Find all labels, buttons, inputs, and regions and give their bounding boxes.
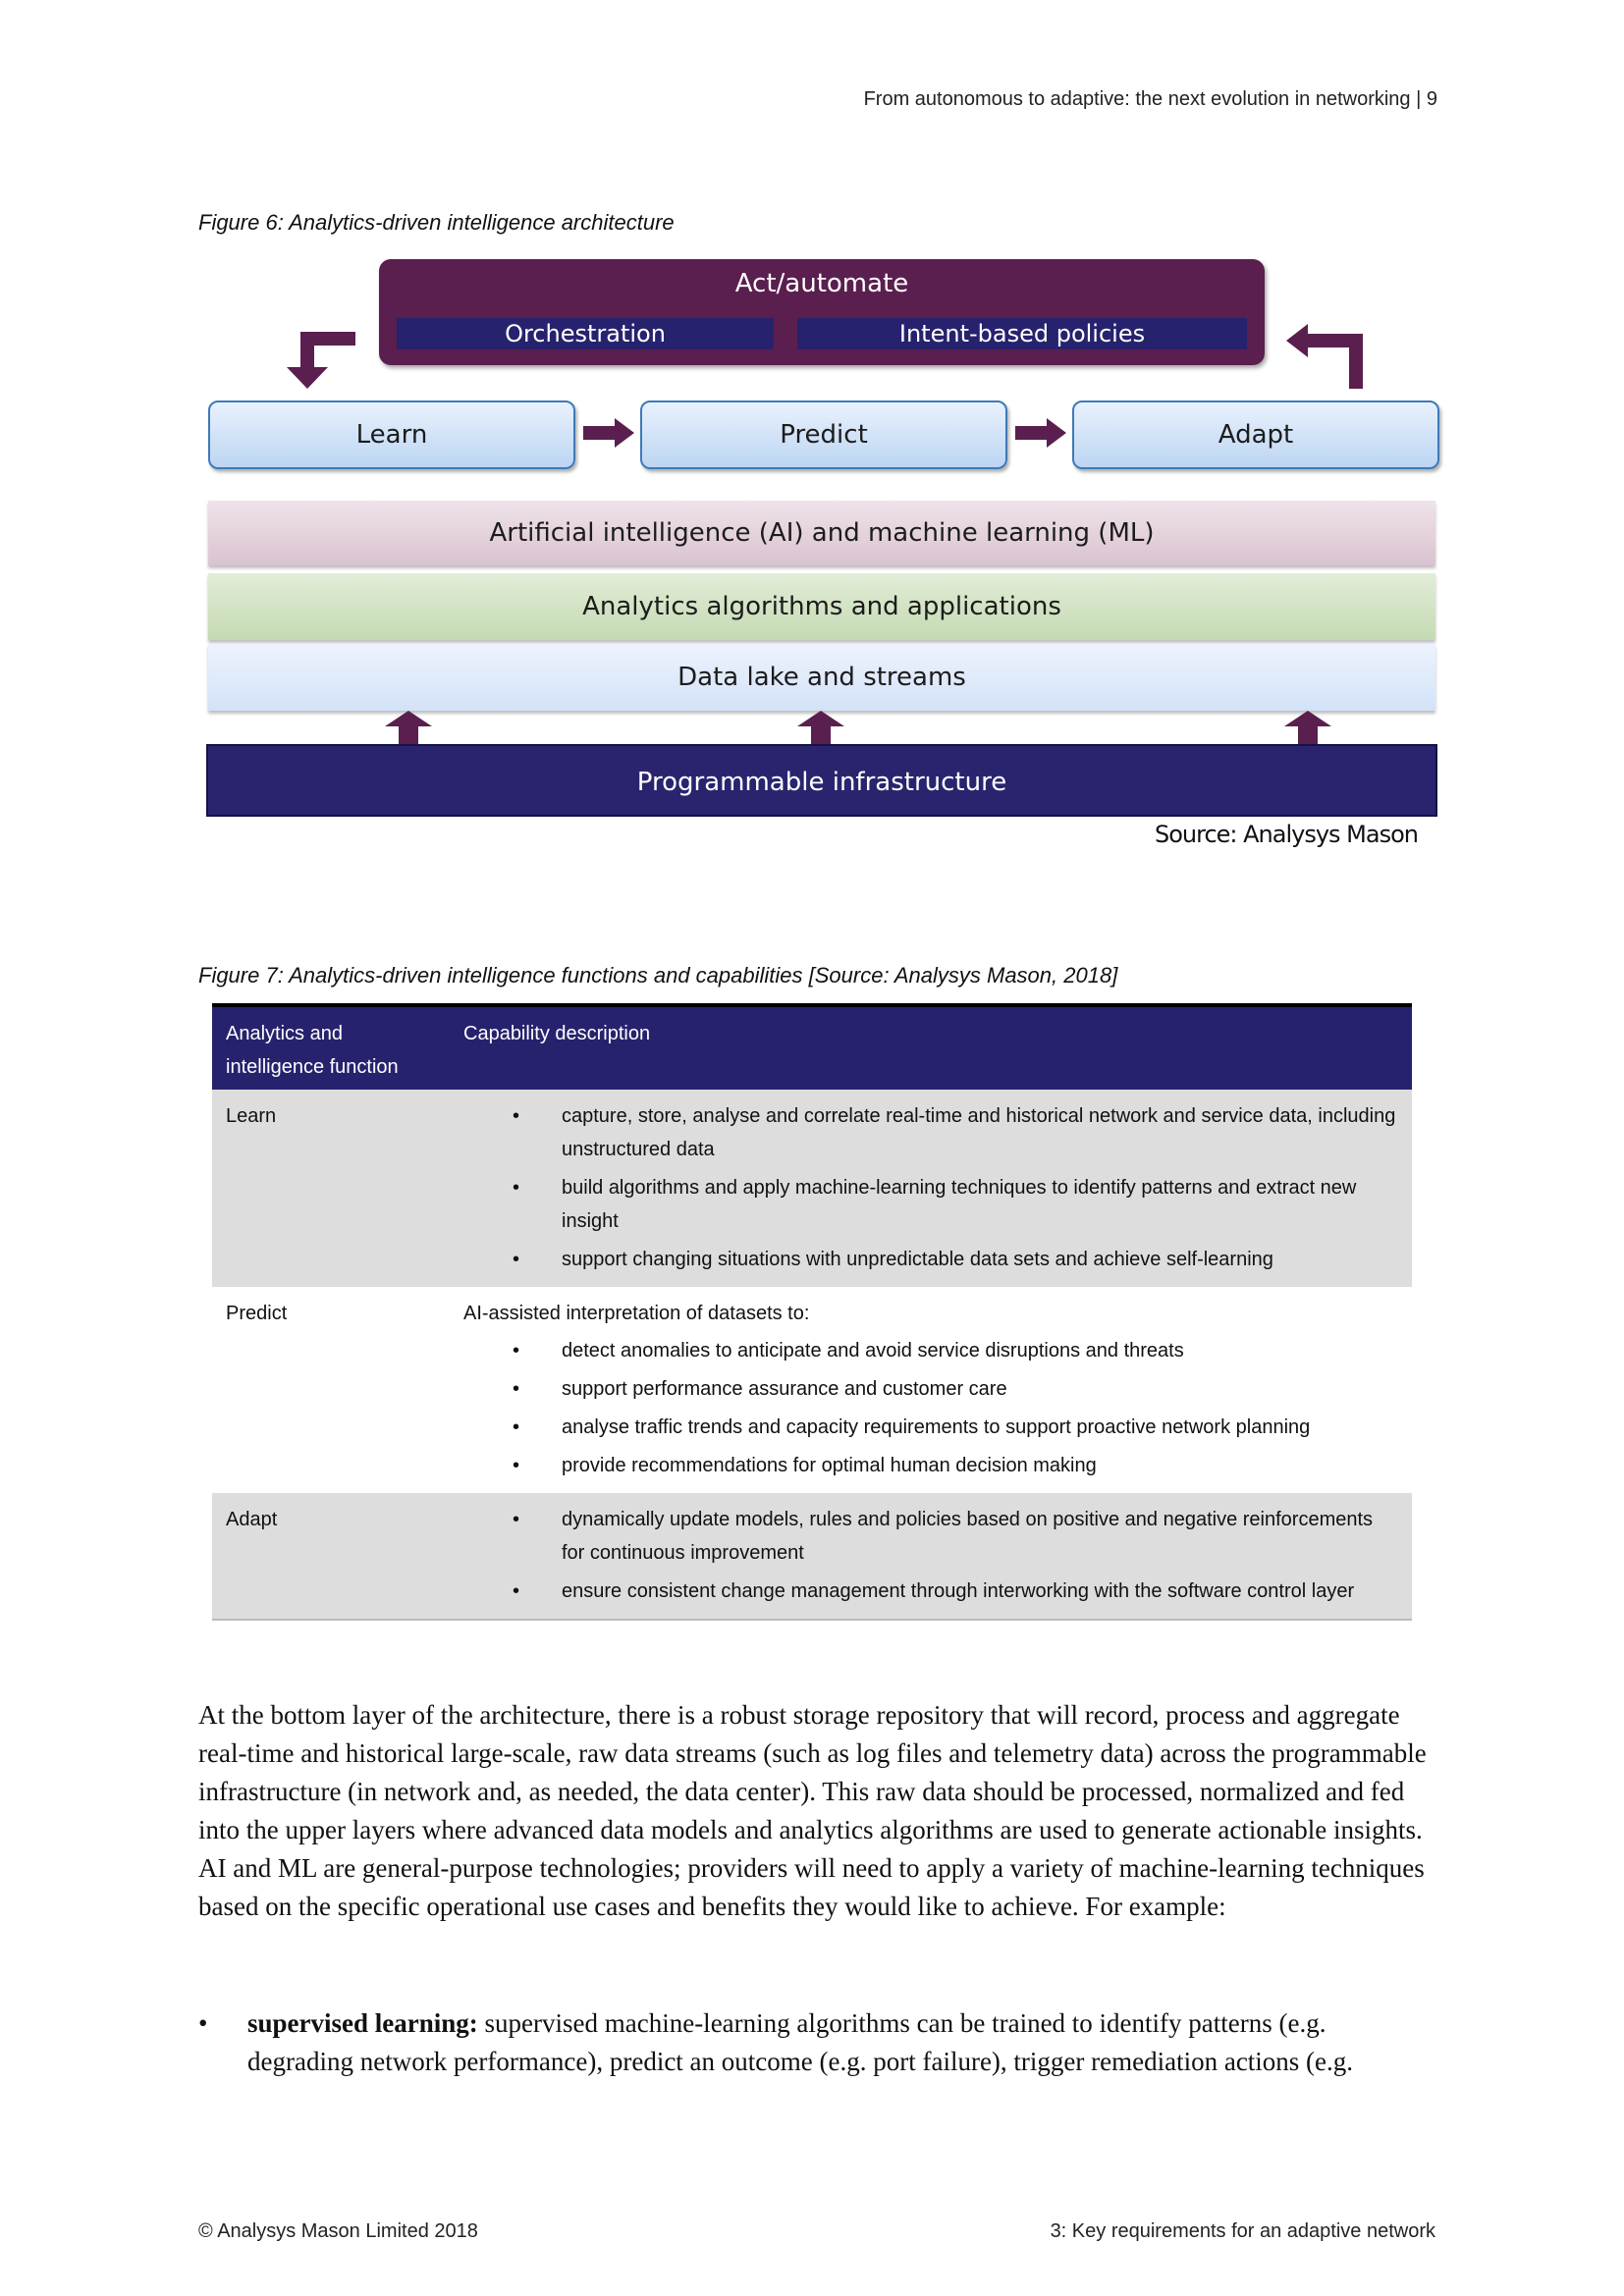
supervised-learning-bullet: [198, 2004, 1437, 2081]
list-item: • capture, store, analyse and correlate real-time and historical network and service data, including unstructured data: [463, 1099, 1398, 1166]
capability-cell: [450, 1493, 1412, 1620]
capability-cell: [450, 1090, 1412, 1287]
function-cell: Learn: [212, 1090, 450, 1287]
list-item: • analyse traffic trends and capacity requirements to support proactive network planning: [463, 1411, 1398, 1444]
table-header-row: [212, 1005, 1412, 1090]
header-capability: Capability description: [450, 1005, 1412, 1090]
ai-ml-layer: Artificial intelligence (AI) and machine learning (ML): [208, 501, 1435, 565]
capabilities-table: [212, 1003, 1412, 1621]
body-text: [198, 1696, 1437, 1926]
list-item: • support performance assurance and customer care: [463, 1372, 1398, 1406]
bullet-list: [463, 1334, 1398, 1482]
figure-6-caption: Figure 6: Analytics-driven intelligence architecture: [198, 210, 675, 235]
footer-copyright: © Analysys Mason Limited 2018: [198, 2220, 478, 2242]
capability-intro: AI-assisted interpretation of datasets to:: [463, 1303, 810, 1324]
function-cell: Predict: [226, 1303, 288, 1324]
bullet-icon: •: [198, 2008, 208, 2038]
adapt-box: Adapt: [1072, 400, 1439, 469]
up-arrow-left-icon: [381, 709, 436, 744]
arrow-learn-to-predict-icon: [581, 416, 636, 450]
list-item: • detect anomalies to anticipate and avoid service disruptions and threats: [463, 1334, 1398, 1367]
body-paragraph: At the bottom layer of the architecture, there is a robust storage repository that will record, process and aggregate real-time and historical large-scale, raw data streams (such as log files and telemetry data) across the programmable infrastructure (in network and, as needed, the data center). This raw data should be processed, normalized and fed into the upper layers where advanced data models and analytics algorithms are used to generate actionable insights. AI and ML are general-purpose technologies; providers will need to apply a variety of machine-learning techniques based on the specific operational use cases and benefits they would like to achieve. For example:: [198, 1700, 1427, 1921]
figure-7-caption: Figure 7: Analytics-driven intelligence functions and capabilities [Source: Analysys Mason, 2018]: [198, 963, 1118, 988]
orchestration-pill: Orchestration: [397, 318, 774, 349]
learn-box: Learn: [208, 400, 575, 469]
act-automate-title: Act/automate: [734, 269, 909, 298]
intent-based-policies-pill: Intent-based policies: [797, 318, 1247, 349]
list-item: • support changing situations with unpredictable data sets and achieve self-learning: [463, 1243, 1398, 1276]
list-item: • provide recommendations for optimal human decision making: [463, 1449, 1398, 1482]
bullet-content: [247, 2004, 1437, 2081]
predict-box: Predict: [640, 400, 1007, 469]
list-item: • ensure consistent change management through interworking with the software control layer: [463, 1575, 1398, 1608]
list-item: • build algorithms and apply machine-learning techniques to identify patterns and extract new insight: [463, 1171, 1398, 1238]
bullet-list: [463, 1503, 1398, 1608]
arrow-adapt-to-act-icon: [1282, 324, 1377, 393]
table-row-adapt: [212, 1493, 1412, 1620]
bullet-term: supervised learning:: [247, 2008, 478, 2038]
arrow-act-to-learn-icon: [275, 324, 363, 393]
list-item: • dynamically update models, rules and policies based on positive and negative reinforcements for continuous improvement: [463, 1503, 1398, 1570]
header-function: Analytics and intelligence function: [212, 1005, 450, 1090]
data-lake-layer: Data lake and streams: [208, 644, 1435, 711]
capability-cell: [450, 1287, 1412, 1493]
up-arrow-center-icon: [793, 709, 848, 744]
figure-6-source: Source: Analysys Mason: [1154, 821, 1418, 848]
table-row-learn: [212, 1090, 1412, 1287]
table-row-predict: [212, 1287, 1412, 1493]
running-header: From autonomous to adaptive: the next evolution in networking | 9: [863, 88, 1437, 110]
programmable-infrastructure-bar: Programmable infrastructure: [206, 744, 1437, 817]
analytics-layer: Analytics algorithms and applications: [208, 573, 1435, 640]
function-cell: Adapt: [212, 1493, 450, 1620]
footer-section: 3: Key requirements for an adaptive network: [1050, 2220, 1435, 2242]
arrow-predict-to-adapt-icon: [1013, 416, 1068, 450]
up-arrow-right-icon: [1280, 709, 1335, 744]
bullet-text: supervised machine-learning algorithms can be trained to identify patterns (e.g. degrading network performance), predict an outcome (e.g. port failure), trigger remediation actions (e.g.: [247, 2008, 1354, 2076]
bullet-list: [463, 1099, 1398, 1276]
